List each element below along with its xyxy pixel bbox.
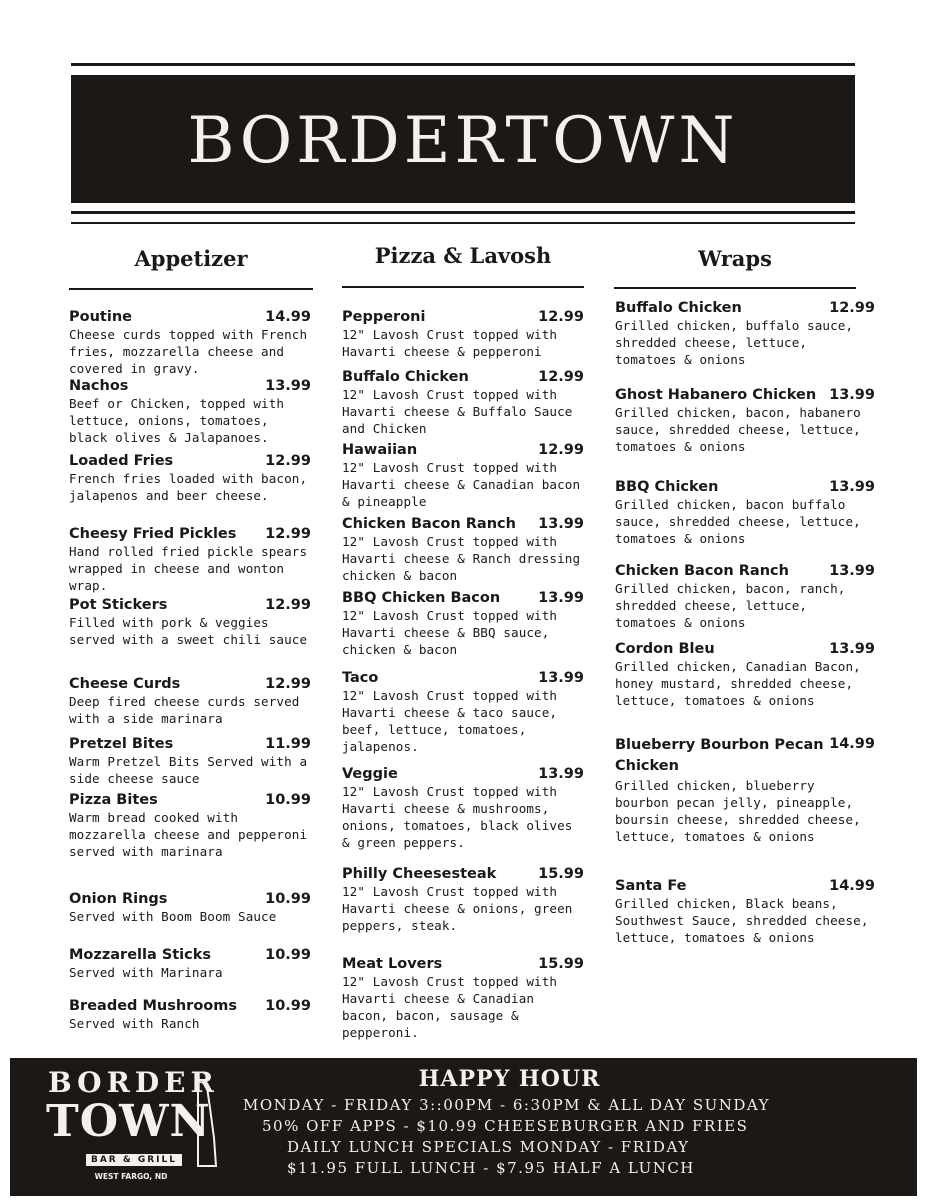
menu-item: [69, 890, 311, 925]
menu-item: [69, 525, 311, 594]
item-price: 13.99: [829, 387, 875, 403]
logo-bar-grill: BAR & GRILL: [86, 1154, 182, 1166]
item-description: Cheese curds topped with French fries, mozzarella cheese and covered in gravy.: [69, 327, 308, 376]
item-description: Filled with pork & veggies served with a sweet chili sauce: [69, 615, 308, 647]
item-price: 10.99: [265, 891, 311, 907]
menu-item: [342, 441, 584, 510]
item-description: Grilled chicken, blueberry bourbon pecan jelly, pineapple, boursin cheese, shredded cheese, lettuce, tomatoes & onions: [615, 778, 861, 844]
item-name: Loaded Fries: [69, 453, 174, 469]
item-name: Pizza Bites: [69, 792, 158, 808]
item-description: 12" Lavosh Crust topped with Havarti cheese & Buffalo Sauce and Chicken: [342, 387, 573, 436]
menu-item: [69, 596, 311, 648]
menu-item: [615, 562, 875, 631]
item-description: Served with Marinara: [69, 965, 223, 980]
item-description: 12" Lavosh Crust topped with Havarti cheese & Canadian bacon, bacon, sausage & pepperoni.: [342, 974, 558, 1040]
item-price: 12.99: [265, 526, 311, 542]
header-banner: [71, 75, 855, 203]
menu-item: [69, 452, 311, 504]
item-price: 11.99: [265, 736, 311, 752]
item-name: Pot Stickers: [69, 597, 168, 613]
wraps-rule: [614, 287, 856, 289]
item-description: Deep fired cheese curds served with a side marinara: [69, 694, 300, 726]
menu-item: [615, 478, 875, 547]
item-price: 12.99: [538, 442, 584, 458]
menu-item: [342, 308, 584, 360]
item-name: Breaded Mushrooms: [69, 998, 237, 1014]
header-bottom-rule-2: [71, 222, 855, 224]
item-name: Cheese Curds: [69, 676, 181, 692]
item-price: 12.99: [538, 309, 584, 325]
item-price: 12.99: [538, 369, 584, 385]
menu-item: [69, 308, 311, 377]
item-price: 13.99: [829, 641, 875, 657]
appetizer-heading: Appetizer: [134, 246, 248, 271]
menu-item: [69, 675, 311, 727]
happy-hour-title: HAPPY HOUR: [418, 1066, 601, 1092]
item-description: Hand rolled fried pickle spears wrapped in cheese and wonton wrap.: [69, 544, 308, 593]
menu-item: [615, 877, 875, 946]
item-name: Chicken Bacon Ranch: [342, 516, 516, 532]
menu-item: [342, 589, 584, 658]
item-name: Veggie: [342, 766, 398, 782]
item-name: Meat Lovers: [342, 956, 443, 972]
item-price: 12.99: [265, 453, 311, 469]
item-description: Warm bread cooked with mozzarella cheese and pepperoni served with marinara: [69, 810, 308, 859]
item-name: Nachos: [69, 378, 129, 394]
pizza-heading: Pizza & Lavosh: [374, 243, 552, 268]
menu-item: [69, 735, 311, 787]
menu-item: [342, 669, 584, 755]
menu-item: [615, 299, 875, 368]
header-top-rule: [71, 63, 855, 66]
item-price: 12.99: [265, 676, 311, 692]
item-price: 14.99: [829, 878, 875, 894]
menu-item: [69, 377, 311, 446]
item-name: Ghost Habanero Chicken: [615, 387, 817, 403]
item-price: 10.99: [265, 792, 311, 808]
logo-location: WEST FARGO, ND: [94, 1172, 168, 1181]
item-name: Mozzarella Sticks: [69, 947, 212, 963]
item-price: 13.99: [538, 516, 584, 532]
item-description: 12" Lavosh Crust topped with Havarti cheese & pepperoni: [342, 327, 558, 359]
menu-item: [342, 368, 584, 437]
item-price: 12.99: [829, 300, 875, 316]
item-price: 15.99: [538, 866, 584, 882]
item-price: 13.99: [538, 590, 584, 606]
menu-item: [69, 997, 311, 1032]
item-price: 13.99: [829, 563, 875, 579]
item-description: 12" Lavosh Crust topped with Havarti cheese & onions, green peppers, steak.: [342, 884, 573, 933]
menu-item: [615, 640, 875, 709]
item-name: BBQ Chicken Bacon: [342, 590, 501, 606]
happy-hour-line: $11.95 FULL LUNCH - $7.95 HALF A LUNCH: [287, 1159, 695, 1177]
item-price: 10.99: [265, 947, 311, 963]
happy-hour-line: DAILY LUNCH SPECIALS MONDAY - FRIDAY: [287, 1138, 690, 1156]
logo-border-text: BORDER: [48, 1066, 219, 1099]
item-description: Served with Ranch: [69, 1016, 200, 1031]
menu-item: [615, 735, 875, 845]
item-description: 12" Lavosh Crust topped with Havarti cheese & Canadian bacon & pineapple: [342, 460, 581, 509]
item-name: Chicken Bacon Ranch: [615, 563, 789, 579]
item-name: Taco: [342, 670, 379, 686]
menu-item: [342, 765, 584, 851]
wraps-heading: Wraps: [698, 246, 772, 271]
restaurant-title: BORDERTOWN: [187, 104, 739, 178]
item-price: 14.99: [829, 736, 875, 752]
item-name: Cordon Bleu: [615, 641, 715, 657]
item-description: Grilled chicken, bacon, ranch, shredded cheese, lettuce, tomatoes & onions: [615, 581, 846, 630]
item-name: Buffalo Chicken: [615, 300, 742, 316]
item-description: French fries loaded with bacon, jalapenos and beer cheese.: [69, 471, 308, 503]
item-price: 13.99: [829, 479, 875, 495]
item-name: Poutine: [69, 309, 132, 325]
menu-item: [615, 386, 875, 455]
logo-town-text: TOWN: [46, 1096, 211, 1147]
item-description: Grilled chicken, Canadian Bacon, honey mustard, shredded cheese, lettuce, tomatoes & onions: [615, 659, 861, 708]
appetizer-rule: [69, 288, 313, 290]
menu-item: [69, 791, 311, 860]
item-description: Grilled chicken, buffalo sauce, shredded cheese, lettuce, tomatoes & onions: [615, 318, 854, 367]
item-price: 12.99: [265, 597, 311, 613]
item-description: Grilled chicken, bacon buffalo sauce, shredded cheese, lettuce, tomatoes & onions: [615, 497, 861, 546]
item-description: Served with Boom Boom Sauce: [69, 909, 277, 924]
item-price: 13.99: [538, 670, 584, 686]
item-description: 12" Lavosh Crust topped with Havarti cheese & mushrooms, onions, tomatoes, black olives & green peppers.: [342, 784, 573, 850]
item-description: Grilled chicken, Black beans, Southwest Sauce, shredded cheese, lettuce, tomatoes & onions: [615, 896, 869, 945]
pizza-rule: [342, 286, 584, 288]
item-description: 12" Lavosh Crust topped with Havarti cheese & BBQ sauce, chicken & bacon: [342, 608, 558, 657]
item-price: 13.99: [538, 766, 584, 782]
item-name: Buffalo Chicken: [342, 369, 469, 385]
item-name: Onion Rings: [69, 891, 168, 907]
item-price: 14.99: [265, 309, 311, 325]
item-name: Blueberry Bourbon Pecan Chicken: [615, 737, 824, 774]
menu-item: [342, 865, 584, 934]
item-price: 13.99: [265, 378, 311, 394]
item-name: Santa Fe: [615, 878, 687, 894]
item-name: BBQ Chicken: [615, 479, 719, 495]
header-bottom-rule-1: [71, 211, 855, 214]
item-description: Grilled chicken, bacon, habanero sauce, shredded cheese, lettuce, tomatoes & onions: [615, 405, 861, 454]
menu-item: [342, 955, 584, 1041]
item-name: Philly Cheesesteak: [342, 866, 497, 882]
item-description: Beef or Chicken, topped with lettuce, onions, tomatoes, black olives & Jalapanoes.: [69, 396, 285, 445]
item-price: 15.99: [538, 956, 584, 972]
item-description: 12" Lavosh Crust topped with Havarti cheese & taco sauce, beef, lettuce, tomatoes, jalapenos.: [342, 688, 558, 754]
happy-hour-banner: [10, 1058, 917, 1196]
item-price: 10.99: [265, 998, 311, 1014]
menu-item: [342, 515, 584, 584]
happy-hour-line: MONDAY - FRIDAY 3::00PM - 6:30PM & ALL DAY SUNDAY: [243, 1096, 771, 1114]
item-name: Cheesy Fried Pickles: [69, 526, 237, 542]
happy-hour-line: 50% OFF APPS - $10.99 CHEESEBURGER AND FRIES: [262, 1117, 749, 1135]
item-name: Pretzel Bites: [69, 736, 174, 752]
item-description: 12" Lavosh Crust topped with Havarti cheese & Ranch dressing chicken & bacon: [342, 534, 581, 583]
menu-item: [69, 946, 311, 981]
item-name: Pepperoni: [342, 309, 426, 325]
item-description: Warm Pretzel Bits Served with a side cheese sauce: [69, 754, 308, 786]
item-name: Hawaiian: [342, 442, 418, 458]
